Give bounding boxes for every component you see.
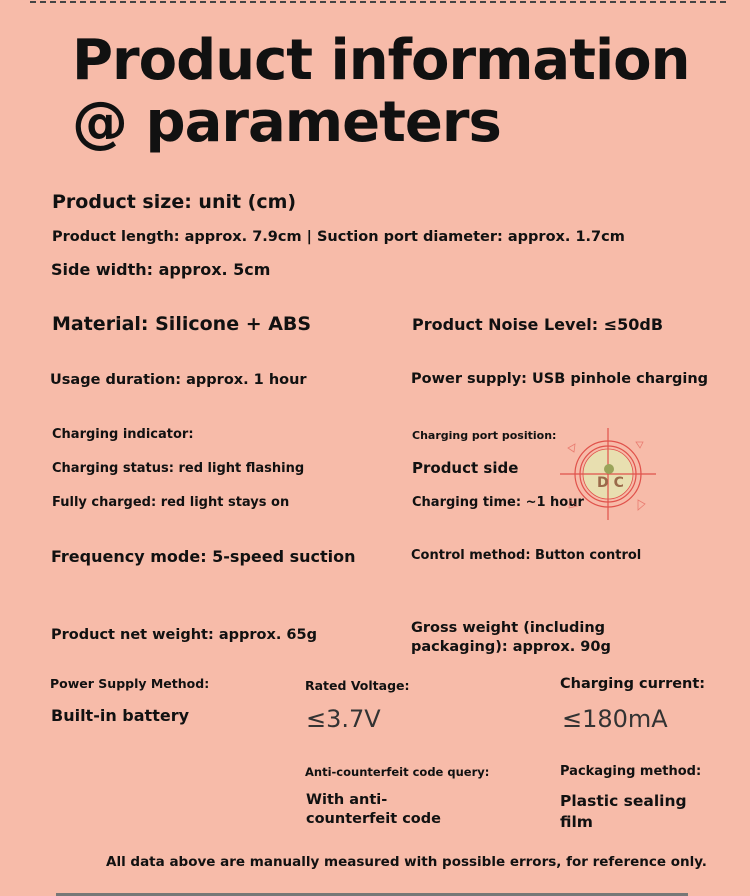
charging-current-value: ≤180mA	[562, 705, 668, 733]
material-text: Material: Silicone + ABS	[52, 313, 312, 335]
power-method-value: Built-in battery	[51, 706, 190, 725]
gross-weight-text: Gross weight (including packaging): approx. 90g	[411, 620, 611, 655]
packaging-label: Packaging method:	[560, 764, 702, 779]
charging-port-heading: Charging port position:	[412, 429, 557, 442]
charging-indicator-heading: Charging indicator:	[52, 427, 194, 442]
power-method-label: Power Supply Method:	[50, 676, 210, 691]
anti-counterfeit-label: Anti-counterfeit code query:	[305, 765, 490, 779]
net-weight-text: Product net weight: approx. 65g	[51, 627, 317, 643]
charging-status-text: Charging status: red light flashing	[52, 461, 305, 476]
size-length-line: Product length: approx. 7.9cm | Suction port diameter: approx. 1.7cm	[52, 229, 625, 245]
anti-counterfeit-value: With anti-counterfeit code	[306, 792, 441, 827]
noise-level-text: Product Noise Level: ≤50dB	[412, 315, 664, 334]
dc-port-icon	[558, 428, 658, 522]
power-supply-text: Power supply: USB pinhole charging	[411, 371, 709, 387]
page-title: Product information @ parameters	[72, 28, 690, 155]
charging-port-side: Product side	[412, 459, 519, 477]
disclaimer-text: All data above are manually measured with possible errors, for reference only.	[106, 854, 707, 870]
size-heading: Product size: unit (cm)	[52, 191, 297, 213]
fully-charged-text: Fully charged: red light stays on	[52, 495, 290, 510]
top-dashed-divider	[30, 1, 726, 3]
usage-duration-text: Usage duration: approx. 1 hour	[50, 372, 307, 388]
size-width-line: Side width: approx. 5cm	[51, 260, 271, 279]
rated-voltage-label: Rated Voltage:	[305, 678, 410, 693]
charging-time-text: Charging time: ~1 hour	[412, 495, 584, 510]
dc-label: DC	[597, 475, 629, 491]
frequency-mode-text: Frequency mode: 5-speed suction	[51, 547, 356, 566]
packaging-value: Plastic sealing film	[560, 792, 687, 831]
rated-voltage-value: ≤3.7V	[306, 705, 381, 733]
control-method-text: Control method: Button control	[411, 548, 642, 563]
charging-current-label: Charging current:	[560, 676, 706, 692]
